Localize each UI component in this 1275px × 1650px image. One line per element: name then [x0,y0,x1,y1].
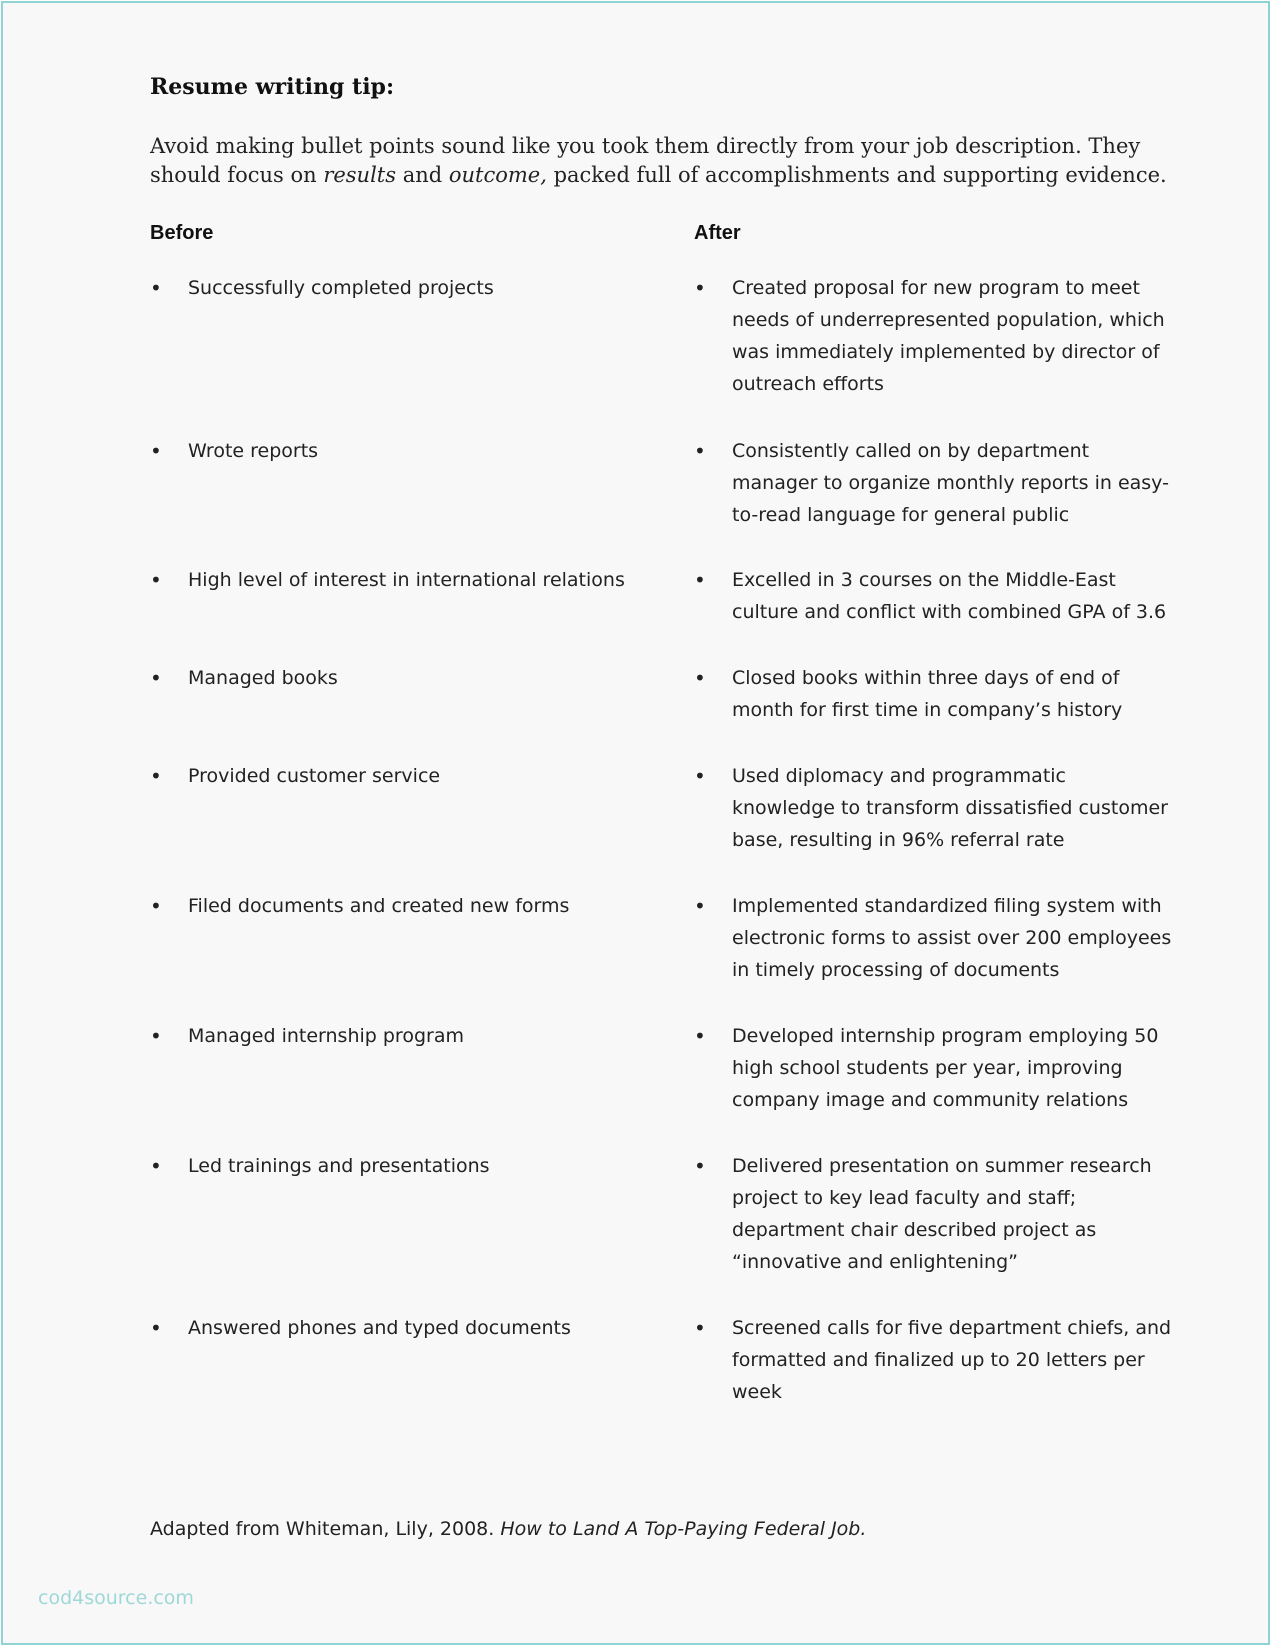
before-item [150,272,650,304]
bullet-icon: • [150,568,162,592]
bullet-icon: • [150,276,162,300]
after-item [694,272,1174,400]
after-item-text: Used diplomacy and programmatic knowledge to transform dissatisfied customer base, resulting in 96% referral rate [732,765,1168,851]
bullet-icon: • [694,276,706,300]
before-item [150,1150,650,1182]
before-column-header: Before [150,222,214,244]
after-item-text: Delivered presentation on summer research project to key lead faculty and staff; department chair described project as “innovative and enlightening” [732,1155,1152,1273]
bullet-icon: • [150,666,162,690]
bullet-icon: • [150,1154,162,1178]
before-item [150,890,650,922]
bullet-icon: • [694,1154,706,1178]
bullet-icon: • [150,1024,162,1048]
before-item-text: Successfully completed projects [188,277,494,299]
after-item [694,760,1174,856]
citation-prefix: Adapted from Whiteman, Lily, 2008. [150,1518,501,1540]
intro-emphasis-outcome: outcome, [448,163,547,187]
intro-emphasis-results: results [323,163,397,187]
before-item [150,435,650,467]
before-item-text: High level of interest in international relations [188,569,625,591]
bullet-icon: • [150,1316,162,1340]
after-item-text: Closed books within three days of end of month for first time in company’s history [732,667,1123,721]
after-item-text: Screened calls for five department chiefs, and formatted and finalized up to 20 letters per week [732,1317,1172,1403]
before-item [150,1312,650,1344]
before-item-text: Managed books [188,667,338,689]
after-item [694,435,1174,531]
after-item-text: Developed internship program employing 50 high school students per year, improving company image and community relations [732,1025,1159,1111]
before-item-text: Answered phones and typed documents [188,1317,571,1339]
bullet-icon: • [150,764,162,788]
before-item [150,1020,650,1052]
intro-text-3: packed full of accomplishments and supporting evidence. [546,163,1167,187]
intro-text-2: and [396,163,449,187]
before-item [150,564,650,596]
before-item [150,662,650,694]
intro-text-1: Avoid making bullet points sound like you took them directly from your job description. They should focus on [150,134,1141,187]
watermark: cod4source.com [38,1587,194,1609]
after-item [694,890,1174,986]
after-item-text: Implemented standardized filing system with electronic forms to assist over 200 employees in timely processing of documents [732,895,1172,981]
after-item [694,1312,1174,1408]
before-item-text: Filed documents and created new forms [188,895,570,917]
after-item [694,662,1174,726]
bullet-icon: • [694,764,706,788]
bullet-icon: • [694,1316,706,1340]
citation-book-title: How to Land A Top-Paying Federal Job. [500,1518,867,1540]
after-item-text: Excelled in 3 courses on the Middle-East culture and conflict with combined GPA of 3.6 [732,569,1167,623]
after-item [694,1020,1174,1116]
before-item-text: Managed internship program [188,1025,464,1047]
page-title: Resume writing tip: [150,74,395,100]
bullet-icon: • [694,1024,706,1048]
bullet-icon: • [694,439,706,463]
bullet-icon: • [150,894,162,918]
after-item [694,564,1174,628]
bullet-icon: • [694,894,706,918]
before-item-text: Led trainings and presentations [188,1155,490,1177]
citation [150,1518,866,1540]
bullet-icon: • [150,439,162,463]
before-item-text: Provided customer service [188,765,441,787]
before-item-text: Wrote reports [188,440,319,462]
after-item [694,1150,1174,1278]
after-column-header: After [694,222,741,244]
bullet-icon: • [694,568,706,592]
before-item [150,760,650,792]
after-item-text: Consistently called on by department manager to organize monthly reports in easy-to-read language for general public [732,440,1169,526]
intro-paragraph [150,132,1170,190]
after-item-text: Created proposal for new program to meet needs of underrepresented population, which was immediately implemented by director of outreach efforts [732,277,1165,395]
bullet-icon: • [694,666,706,690]
